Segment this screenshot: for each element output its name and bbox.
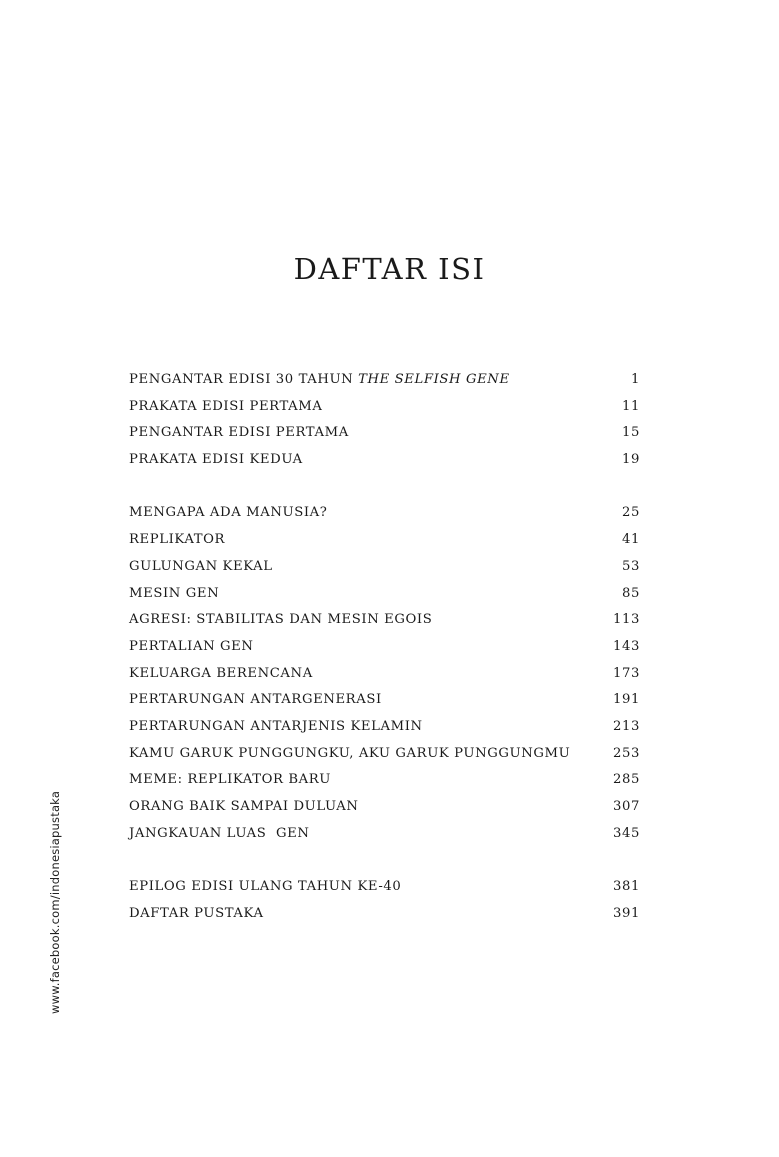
toc-entry-title (129, 527, 225, 554)
toc-entry-title-text: KELUARGA BERENCANA (129, 665, 313, 681)
toc-entry-title-text: ORANG BAIK SAMPAI DULUAN (129, 799, 359, 814)
toc-entry-page-number: 391 (613, 905, 640, 921)
toc-entry-page-number: 213 (613, 718, 640, 734)
toc-entry-title-italic: THE SELFISH GENE (358, 372, 510, 387)
toc-group (129, 874, 640, 927)
toc-entry-title-text: EPILOG EDISI ULANG TAHUN KE-40 (129, 879, 402, 895)
toc-entry-title-text: JANGKAUAN LUAS GEN (129, 825, 310, 841)
toc-entry-page-number: 191 (613, 692, 640, 708)
toc-entry-page-number: 85 (622, 585, 640, 601)
toc-entry-title-text: DAFTAR PUSTAKA (129, 905, 264, 921)
toc-entry[interactable] (129, 420, 640, 447)
toc-entry-title-text: AGRESI: STABILITAS DAN MESIN EGOIS (129, 612, 433, 628)
toc-entry[interactable] (129, 634, 640, 661)
toc-entry[interactable] (129, 527, 640, 554)
toc-entry-page-number: 307 (613, 799, 640, 814)
toc-entry-title-text: PENGANTAR EDISI PERTAMA (129, 425, 349, 441)
toc-entry-title-text: KAMU GARUK PUNGGUNGKU, AKU GARUK PUNGGUNGMU (129, 745, 571, 761)
toc-entry-title-text: MEME: REPLIKATOR BARU (129, 772, 331, 788)
toc-entry-title (129, 367, 510, 394)
toc-entry-title-text: PERTARUNGAN ANTARGENERASI (129, 692, 382, 708)
toc-entry-page-number: 381 (613, 879, 640, 895)
toc-entry-title (129, 581, 219, 608)
toc-entry-page-number: 25 (622, 505, 640, 521)
toc-entry[interactable] (129, 661, 640, 688)
toc-entry[interactable] (129, 901, 640, 928)
side-watermark: www.facebook.com/indonesiapustaka (48, 790, 62, 1014)
toc-entry-title (129, 714, 423, 741)
toc-entry-title-text: PRAKATA EDISI PERTAMA (129, 398, 323, 414)
table-of-contents (129, 367, 640, 927)
toc-entry-page-number: 15 (622, 425, 640, 441)
toc-group (129, 500, 640, 847)
toc-entry-title (129, 634, 254, 661)
toc-entry-title (129, 607, 432, 634)
toc-entry-title-text: PENGANTAR EDISI 30 TAHUN (129, 372, 359, 387)
toc-entry-page-number: 143 (613, 638, 640, 654)
toc-entry[interactable] (129, 794, 640, 821)
toc-entry[interactable] (129, 581, 640, 608)
toc-entry-title (129, 500, 327, 527)
toc-entry-title (129, 447, 303, 474)
toc-entry[interactable] (129, 874, 640, 901)
toc-entry[interactable] (129, 767, 640, 794)
toc-entry[interactable] (129, 447, 640, 474)
toc-entry-page-number: 345 (613, 825, 640, 841)
toc-entry[interactable] (129, 714, 640, 741)
toc-entry-title (129, 767, 331, 794)
toc-entry-title-text: PERTALIAN GEN (129, 638, 254, 654)
toc-entry-title-text: GULUNGAN KEKAL (129, 558, 273, 574)
toc-entry-title (129, 687, 382, 714)
toc-entry-title (129, 874, 401, 901)
toc-entry[interactable] (129, 500, 640, 527)
toc-entry-title (129, 794, 359, 821)
toc-entry-title-text: REPLIKATOR (129, 532, 226, 548)
toc-entry-title-text: PERTARUNGAN ANTARJENIS KELAMIN (129, 718, 423, 734)
toc-entry-title (129, 661, 313, 688)
toc-group (129, 367, 640, 474)
toc-entry-page-number: 113 (613, 612, 640, 628)
toc-entry[interactable] (129, 607, 640, 634)
toc-entry[interactable] (129, 367, 640, 394)
toc-entry[interactable] (129, 741, 640, 768)
toc-entry-title-text: PRAKATA EDISI KEDUA (129, 452, 303, 468)
toc-entry[interactable] (129, 687, 640, 714)
toc-entry-title (129, 901, 264, 928)
toc-entry[interactable] (129, 554, 640, 581)
toc-entry[interactable] (129, 394, 640, 421)
toc-entry-page-number: 173 (613, 665, 640, 681)
toc-entry-page-number: 285 (613, 772, 640, 788)
toc-entry-page-number: 19 (622, 452, 640, 468)
toc-entry-page-number: 253 (613, 745, 640, 761)
toc-entry-page-number: 41 (622, 532, 640, 548)
toc-entry-title (129, 394, 323, 421)
toc-entry-title (129, 741, 570, 768)
toc-entry-title (129, 554, 273, 581)
toc-entry-page-number: 1 (631, 372, 640, 387)
toc-entry[interactable] (129, 821, 640, 848)
toc-entry-title-text: MENGAPA ADA MANUSIA? (129, 505, 328, 521)
toc-entry-page-number: 11 (622, 398, 640, 414)
toc-entry-title-text: MESIN GEN (129, 585, 220, 601)
toc-entry-page-number: 53 (622, 558, 640, 574)
toc-entry-title (129, 821, 309, 848)
page-title: DAFTAR ISI (293, 252, 486, 286)
toc-entry-title (129, 420, 349, 447)
